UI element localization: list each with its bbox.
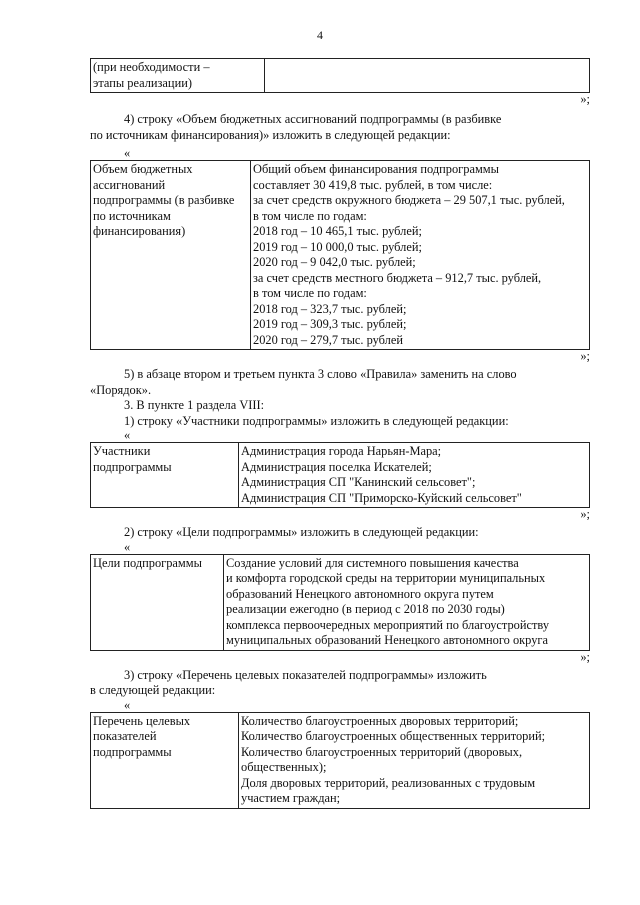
cell-line: 2018 год – 10 465,1 тыс. рублей;: [253, 224, 422, 238]
cell-line: Объем бюджетных: [93, 162, 193, 176]
cell-line: за счет средств окружного бюджета – 29 507,1 тыс. рублей,: [253, 193, 565, 207]
item-2-line: 2) строку «Цели подпрограммы» изложить в следующей редакции:: [124, 525, 479, 539]
table-participants-label-cell: [91, 443, 239, 508]
item-1-text: [90, 414, 590, 430]
item-3-text: [90, 668, 590, 684]
cell-line: Перечень целевых: [93, 713, 191, 728]
cell-line: реализации ежегодно (в период с 2018 по 2030 годы): [226, 602, 505, 616]
cell-line: Администрация города Нарьян-Мара;: [241, 444, 442, 458]
table-budget-label-cell: [91, 161, 251, 350]
page-number: 4: [317, 28, 323, 42]
cell-line: 2020 год – 279,7 тыс. рублей: [253, 332, 403, 347]
opening-quote: «: [124, 539, 131, 554]
cell-line: финансирования): [93, 224, 186, 238]
item-5-text-cont: [90, 383, 590, 399]
cell-line: Доля дворовых территорий, реализованных с трудовым: [241, 775, 536, 790]
table-budget-value-cell: [251, 161, 590, 350]
cell-line: подпрограммы (в разбивке: [93, 193, 235, 207]
cell-line: за счет средств местного бюджета – 912,7 тыс. рублей,: [253, 270, 542, 285]
table-indicators-label-cell: [91, 712, 239, 808]
cell-line: составляет 30 419,8 тыс. рублей, в том числе:: [253, 177, 493, 192]
closing-quote: »;: [580, 349, 590, 363]
item-4-line-2: по источникам финансирования)» изложить в следующей редакции:: [90, 127, 451, 142]
cell-line: общественных);: [241, 760, 327, 774]
section-3-heading: [90, 398, 590, 414]
item-4-text-cont: [90, 128, 590, 144]
section-3-text: 3. В пункте 1 раздела VIII:: [124, 398, 265, 412]
item-5-line-1: 5) в абзаце втором и третьем пункта 3 слово «Правила» заменить на слово: [124, 367, 517, 381]
opening-quote: «: [124, 428, 131, 442]
item-4-line-1: 4) строку «Объем бюджетных ассигнований подпрограммы (в разбивке: [124, 112, 502, 126]
cell-line: ассигнований: [93, 177, 166, 192]
item-5-line-2: «Порядок».: [90, 382, 152, 397]
closing-quote: »;: [580, 92, 590, 106]
cell-line: в том числе по годам:: [253, 208, 367, 223]
table-participants: [90, 442, 590, 508]
cell-line: Количество благоустроенных территорий (дворовых,: [241, 744, 523, 759]
item-5-text: [90, 367, 590, 383]
cell-line: (при необходимости –: [93, 60, 210, 74]
cell-line: Количество благоустроенных общественных территорий;: [241, 729, 546, 743]
table-goals: [90, 554, 590, 651]
table-stages-value-cell: [265, 59, 590, 93]
cell-line: 2018 год – 323,7 тыс. рублей;: [253, 301, 407, 316]
cell-line: 2020 год – 9 042,0 тыс. рублей;: [253, 255, 416, 269]
cell-line: этапы реализации): [93, 75, 192, 90]
cell-line: Количество благоустроенных дворовых территорий;: [241, 713, 519, 728]
opening-quote: «: [124, 146, 131, 160]
document-body: [90, 58, 590, 809]
cell-line: показателей: [93, 729, 157, 743]
cell-line: подпрограммы: [93, 459, 172, 474]
cell-line: участием граждан;: [241, 791, 341, 805]
table-participants-value-cell: [239, 443, 590, 508]
cell-line: и комфорта городской среды на территории муниципальных: [226, 571, 546, 585]
item-2-text: [90, 525, 590, 541]
table-indicators-value-cell: [239, 712, 590, 808]
table-goals-value-cell: [224, 554, 590, 650]
cell-line: 2019 год – 309,3 тыс. рублей;: [253, 317, 407, 331]
cell-line: Администрация поселка Искателей;: [241, 459, 432, 474]
table-indicators: [90, 712, 590, 809]
cell-line: по источникам: [93, 208, 171, 223]
cell-line: Администрация СП "Приморско-Куйский сельсовет": [241, 490, 522, 505]
cell-line: в том числе по годам:: [253, 286, 367, 300]
table-stages-label-cell: [91, 59, 265, 93]
cell-line: муниципальных образований Ненецкого автономного округа: [226, 633, 548, 647]
cell-line: Создание условий для системного повышения качества: [226, 555, 519, 570]
cell-line: Общий объем финансирования подпрограммы: [253, 162, 499, 176]
table-stages: [90, 58, 590, 93]
item-3-line-2: в следующей редакции:: [90, 683, 216, 697]
cell-line: образований Ненецкого автономного округа путем: [226, 586, 494, 601]
closing-quote: »;: [580, 649, 590, 664]
table-goals-label-cell: [91, 554, 224, 650]
item-3-text-cont: [90, 683, 590, 699]
table-budget: [90, 160, 590, 350]
cell-line: Цели подпрограммы: [93, 555, 202, 570]
cell-line: Администрация СП "Канинский сельсовет";: [241, 475, 476, 489]
item-3-line-1: 3) строку «Перечень целевых показателей подпрограммы» изложить: [124, 667, 487, 682]
closing-quote: »;: [580, 507, 590, 521]
cell-line: Участники: [93, 444, 151, 458]
cell-line: 2019 год – 10 000,0 тыс. рублей;: [253, 239, 422, 254]
cell-line: комплекса первоочередных мероприятий по благоустройству: [226, 617, 550, 632]
item-1-line: 1) строку «Участники подпрограммы» изложить в следующей редакции:: [124, 413, 509, 428]
item-4-text: [90, 112, 590, 128]
opening-quote: «: [124, 697, 131, 712]
cell-line: подпрограммы: [93, 744, 172, 759]
